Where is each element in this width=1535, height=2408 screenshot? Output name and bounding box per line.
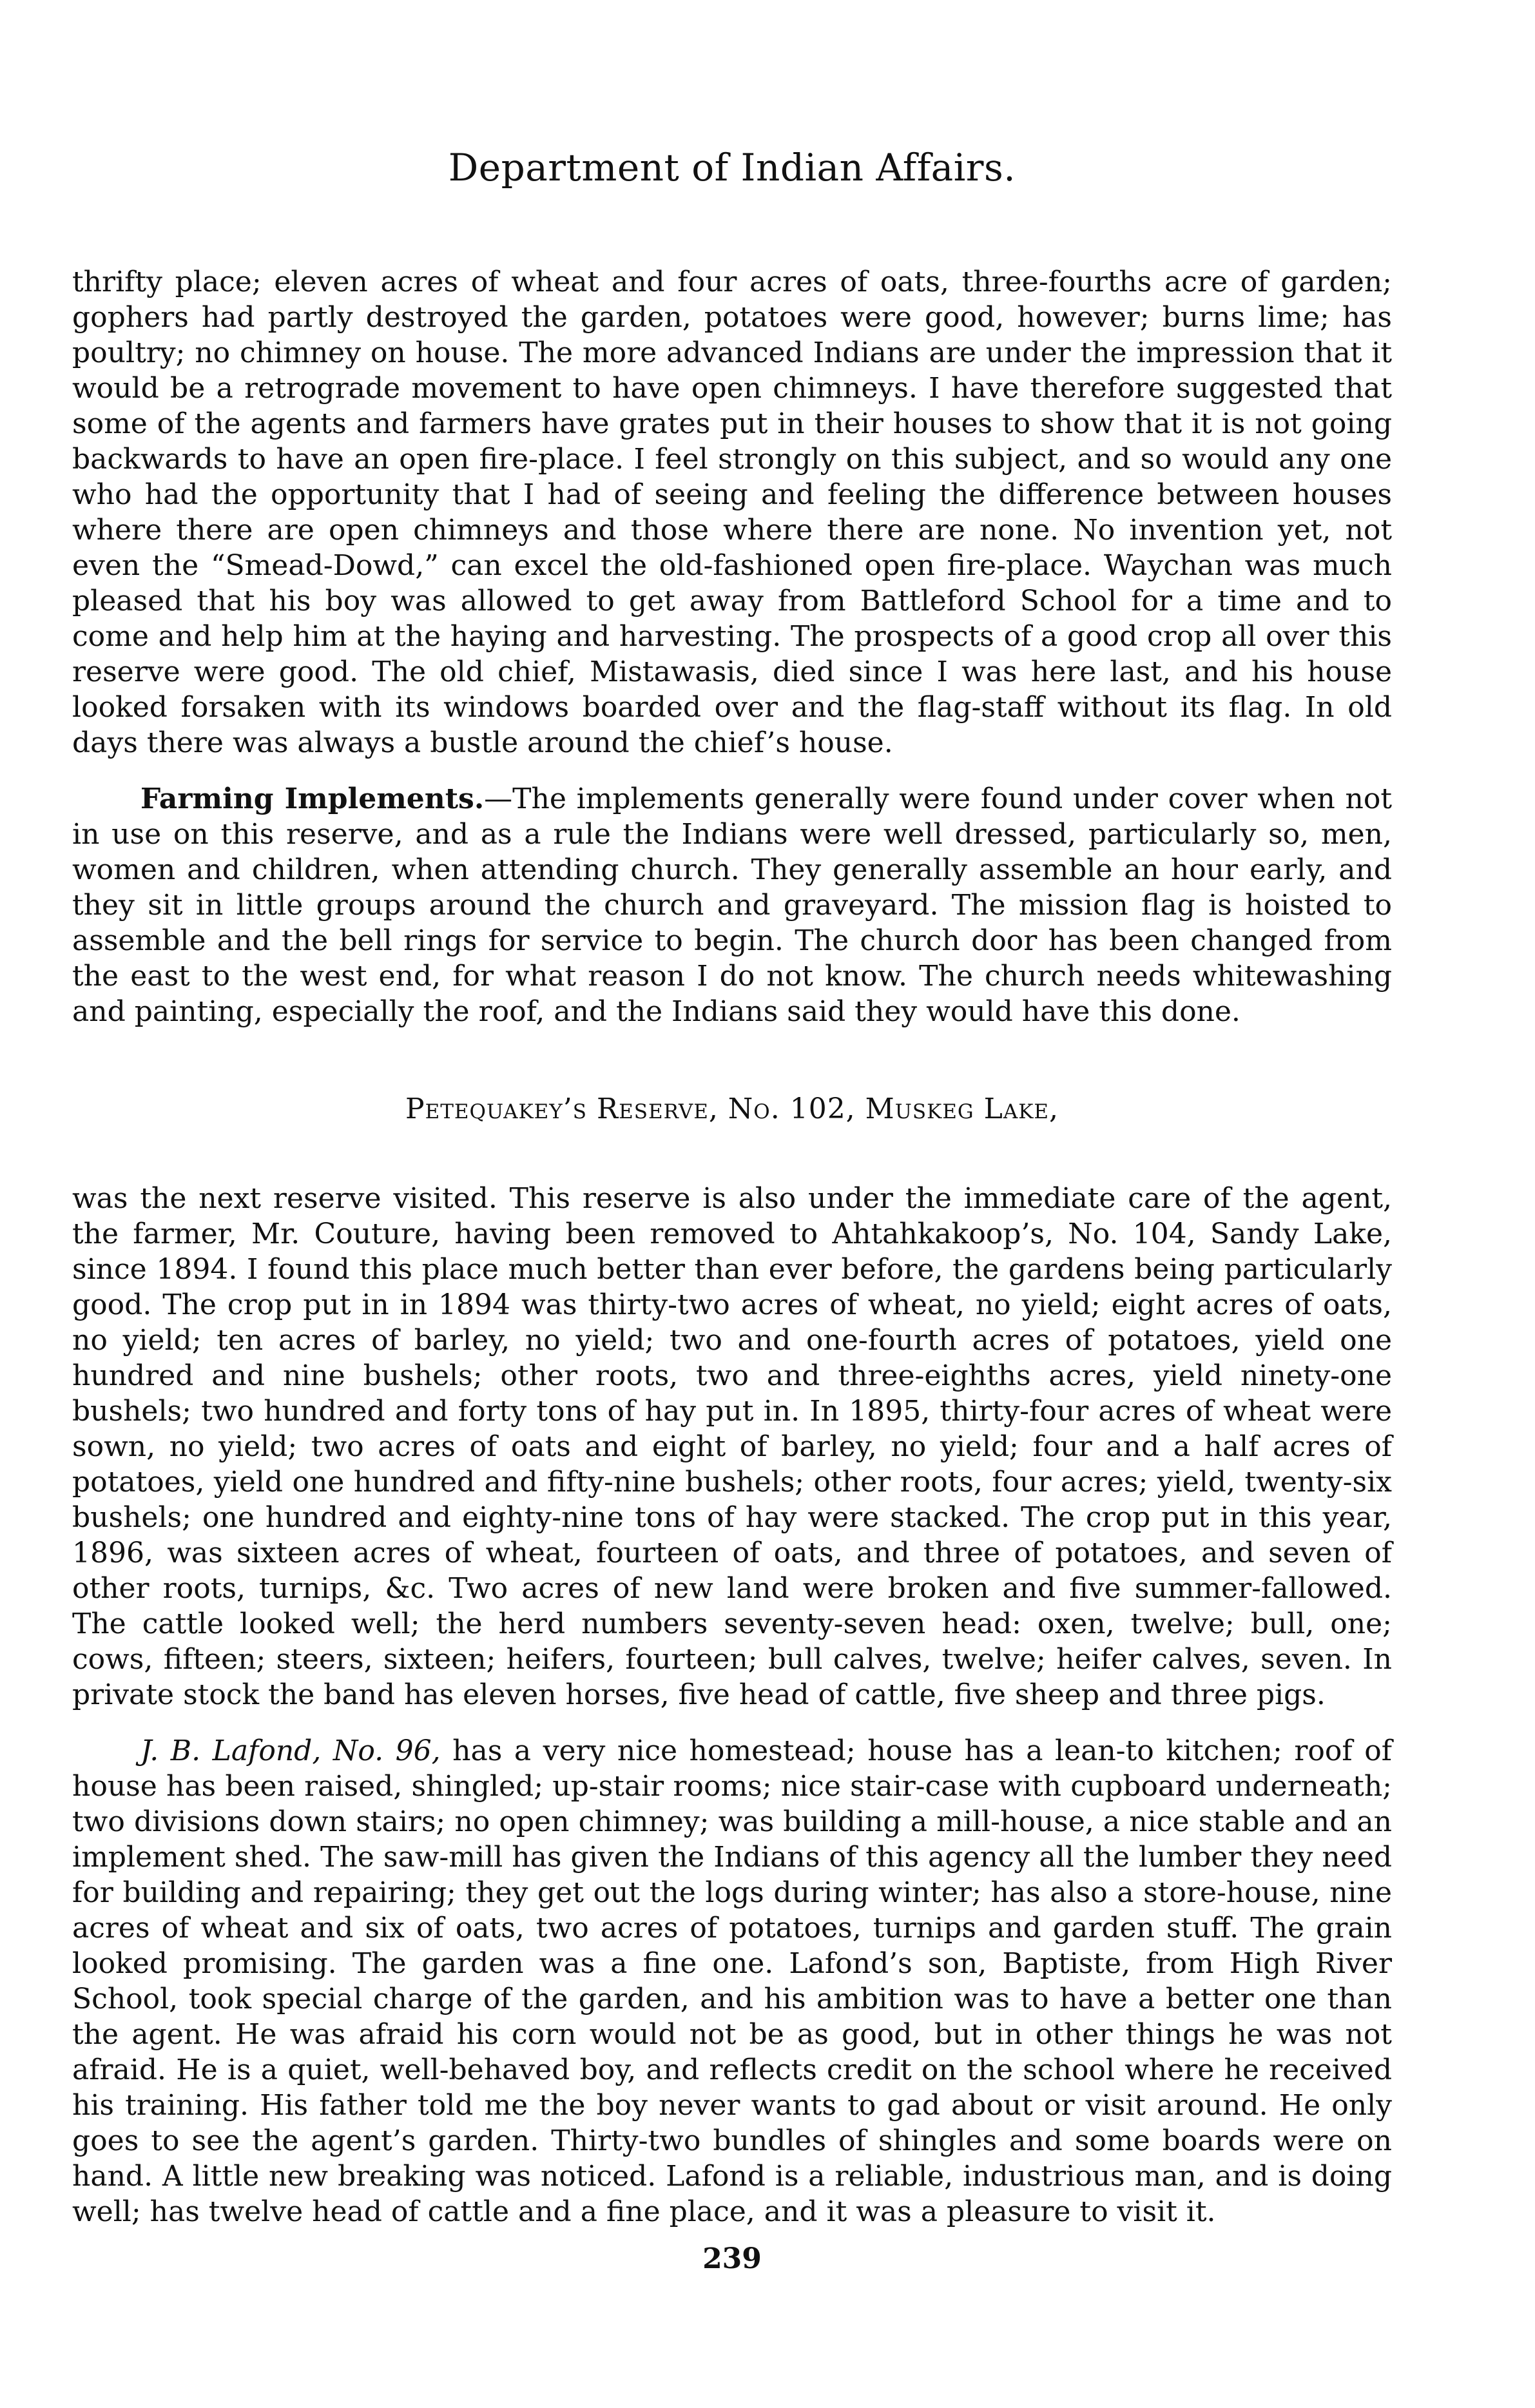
paragraph-text: thrifty place; eleven acres of wheat and four acres of oats, three-fourths acre of garden; gophers had partly destroyed the garden, potatoes were good, however; burns lime; has poultry; no chimney on house. The more advanced Indians are under the impression that it would be a retrograde movement to have open chimneys. I have therefore suggested that some of the agents and farmers have grates put in their houses to show that it is not going backwards to have an open fire-place. I feel strongly on this subject, and so would any one who had the opportunity that I had of seeing and feeling the difference between houses where there are open chimneys and those where there are none. No invention yet, not even the “Smead-Dowd,” can excel the old-fashioned open fire-place. Waychan was much pleased that his boy was allowed to get away from Battleford School for a time and to come and help him at the haying and harvesting. The prospects of a good crop all over this reserve were good. The old chief, Mistawasis, died since I was here last, and his house looked forsaken with its windows boarded over and the flag-staff without its flag. In old days there was always a bustle around the chief’s house. — [72, 266, 1392, 759]
paragraph-text: was the next reserve visited. This reserve is also under the immediate care of the agent, the farmer, Mr. Couture, having been removed to Ahtahkakoop’s, No. 104, Sandy Lake, since 1894. I found this place much better than ever before, the gardens being particularly good. The crop put in in 1894 was thirty-two acres of wheat, no yield; eight acres of oats, no yield; ten acres of barley, no yield; two and one-fourth acres of potatoes, yield one hundred and nine bushels; other roots, two and three-eighths acres, yield ninety-one bushels; two hundred and forty tons of hay put in. In 1895, thirty-four acres of wheat were sown, no yield; two acres of oats and eight of barley, no yield; four and a half acres of potatoes, yield one hundred and fifty-nine bushels; other roots, four acres; yield, twenty-six bushels; one hundred and eighty-nine tons of hay were stacked. The crop put in this year, 1896, was sixteen acres of wheat, fourteen of oats, and three of potatoes, and seven of other roots, turnips, &c. Two acres of new land were broken and five summer-fallowed. The cattle looked well; the herd numbers seventy-seven head: oxen, twelve; bull, one; cows, fifteen; steers, sixteen; heifers, fourteen; bull calves, twelve; heifer calves, seven. In private stock the band has eleven horses, five head of cattle, five sheep and three pigs. — [72, 1182, 1392, 1711]
paragraph-lafond — [72, 1733, 1392, 2229]
run-in-name: J. B. Lafond, No. 96, — [140, 1734, 441, 1767]
page-number: 239 — [702, 2242, 762, 2275]
paragraph-farming-implements — [72, 781, 1392, 1029]
document-page — [72, 97, 1392, 2277]
run-in-heading: Farming Implements. — [140, 782, 485, 815]
paragraph-continuation — [72, 264, 1392, 761]
running-head: Department of Indian Affairs. — [448, 146, 1016, 189]
paragraph-text: has a very nice homestead; house has a lean-to kitchen; roof of house has been raised, shingled; up-stair rooms; nice stair-case with cupboard underneath; two divisions down stairs; no open chimney; was building a mill-house, a nice stable and an implement shed. The saw-mill has given the Indians of this agency all the lumber they need for building and repairing; they get out the logs during winter; has also a store-house, nine acres of wheat and six of oats, two acres of potatoes, turnips and garden stuff. The grain looked promising. The garden was a fine one. Lafond’s son, Baptiste, from High River School, took special charge of the garden, and his ambition was to have a better one than the agent. He was afraid his corn would not be as good, but in other things he was not afraid. He is a quiet, well-behaved boy, and reflects credit on the school where he received his training. His father told me the boy never wants to gad about or visit around. He only goes to see the agent’s garden. Thirty-two bundles of shingles and some boards were on hand. A little new breaking was noticed. Lafond is a reliable, industrious man, and is doing well; has twelve head of cattle and a fine place, and it was a pleasure to visit it. — [72, 1734, 1392, 2228]
paragraph-text: —The implements generally were found under cover when not in use on this reserve, and as a rule the Indians were well dressed, particularly so, men, women and children, when attending church. They generally assemble an hour early, and they sit in little groups around the church and graveyard. The mission flag is hoisted to assemble and the bell rings for service to begin. The church door has been changed from the east to the west end, for what reason I do not know. The church needs whitewashing and painting, especially the roof, and the Indians said they would have this done. — [72, 782, 1393, 1028]
section-heading: Petequakey’s Reserve, No. 102, Muskeg Lake, — [405, 1092, 1059, 1125]
paragraph-reserve-report — [72, 1181, 1392, 1713]
